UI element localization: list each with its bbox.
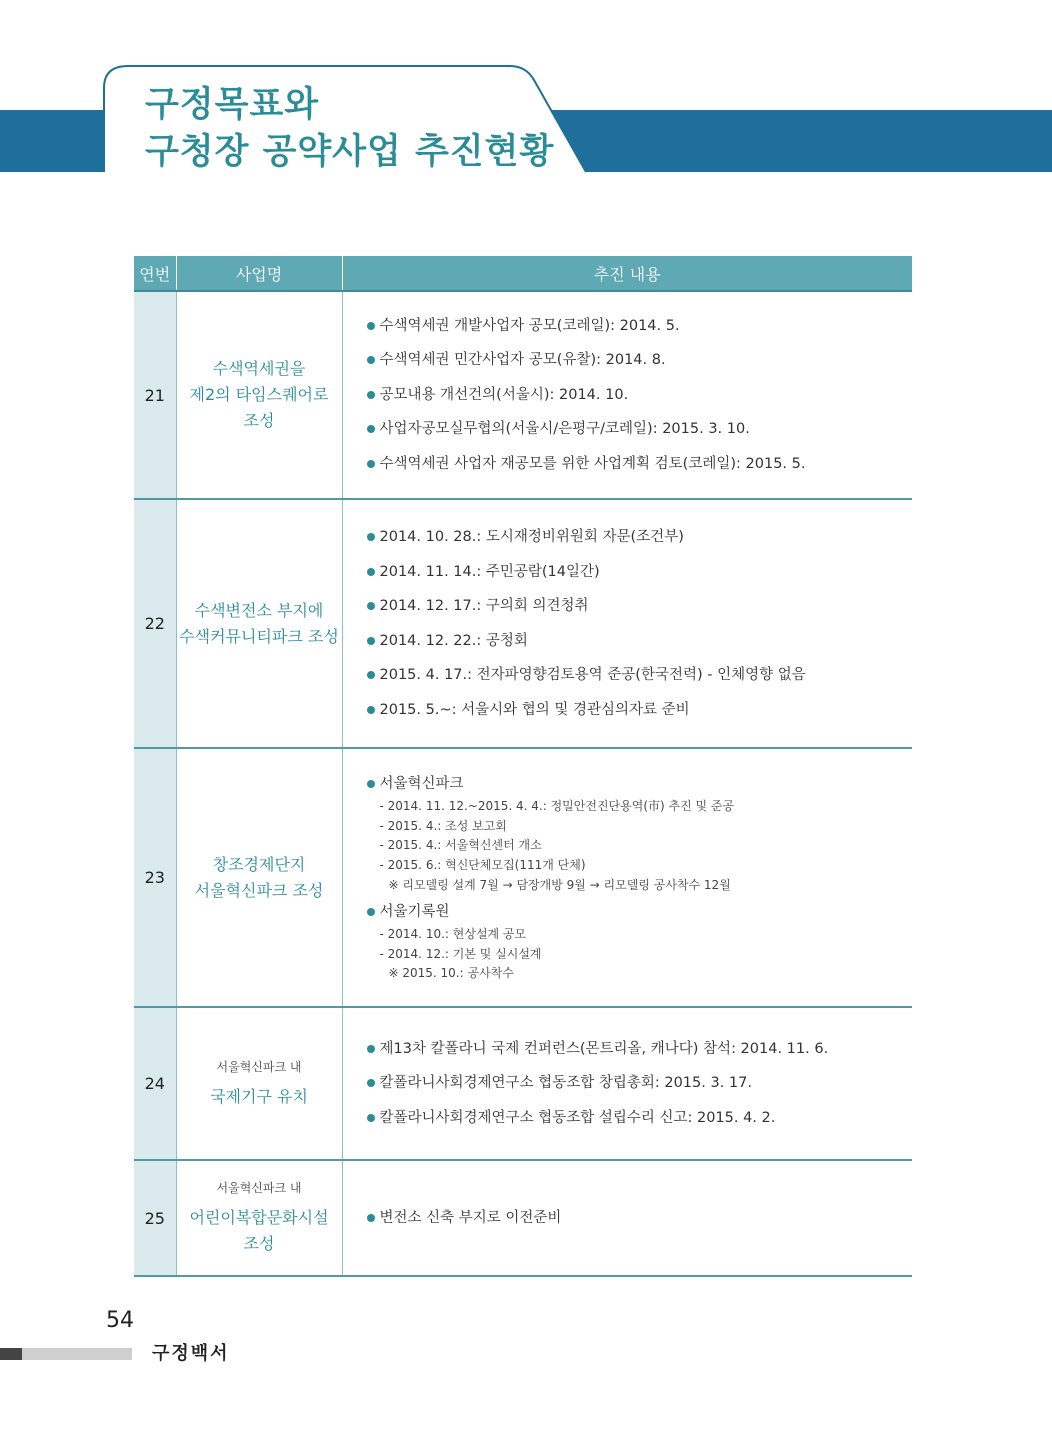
row-number: 25 xyxy=(134,1160,176,1276)
row-number: 21 xyxy=(134,291,176,499)
section-title: 서울기록원 xyxy=(365,899,913,925)
progress-details xyxy=(342,291,912,499)
row-number: 22 xyxy=(134,499,176,748)
project-name-line: 수색커뮤니티파크 조성 xyxy=(179,626,339,646)
progress-item: 2015. 5.~: 서울시와 협의 및 경관심의자료 준비 xyxy=(365,693,913,728)
section-sub-item: - 2015. 4.: 조성 보고회 xyxy=(379,818,507,833)
progress-details xyxy=(342,748,912,1007)
progress-details xyxy=(342,499,912,748)
section-sub-item: - 2015. 6.: 혁신단체모집(111개 단체) xyxy=(379,857,586,872)
project-name-line: 제2의 타임스퀘어로 xyxy=(189,385,329,404)
column-header-progress: 추진 내용 xyxy=(342,256,912,291)
progress-item: 변전소 신축 부지로 이전준비 xyxy=(365,1201,913,1236)
project-name-line: 수색역세권을 xyxy=(212,359,306,378)
progress-item: 2015. 4. 17.: 전자파영향검토용역 준공(한국전력) - 인체영향 없음 xyxy=(365,658,913,693)
section-sub-item: - 2015. 4.: 서울혁신센터 개소 xyxy=(379,838,542,853)
project-name xyxy=(176,1160,342,1276)
section-sub-item: - 2014. 11. 12.~2015. 4. 4.: 정밀안전진단용역(市) 추진 및 준공 xyxy=(379,799,735,814)
project-name xyxy=(176,291,342,499)
progress-details xyxy=(342,1160,912,1276)
footer-label: 구정백서 xyxy=(152,1343,230,1364)
project-status-table xyxy=(134,256,912,1277)
column-header-project-name: 사업명 xyxy=(176,256,342,291)
page-title-line-1: 구정목표와 xyxy=(145,85,320,125)
section-innovation-park xyxy=(365,771,913,895)
project-name-prefix: 서울혁신파크 내 xyxy=(216,1059,302,1074)
progress-item: 2014. 12. 22.: 공청회 xyxy=(365,624,913,659)
row-number: 23 xyxy=(134,748,176,1007)
project-name-line: 조성 xyxy=(243,1234,275,1253)
project-name-line: 서울혁신파크 조성 xyxy=(194,880,324,900)
section-note: ※ 2015. 10.: 공사착수 xyxy=(388,966,514,981)
footer-bar-light xyxy=(22,1348,132,1360)
project-name xyxy=(176,748,342,1007)
progress-item: 수색역세권 개발사업자 공모(코레일): 2014. 5. xyxy=(365,309,913,344)
row-number: 24 xyxy=(134,1007,176,1160)
project-name-line: 조성 xyxy=(243,411,275,430)
project-name xyxy=(176,1007,342,1160)
section-sub-item: - 2014. 10.: 현상설계 공모 xyxy=(379,927,527,942)
footer-bar-dark xyxy=(0,1348,22,1360)
project-name xyxy=(176,499,342,748)
progress-item: 2014. 10. 28.: 도시재정비위원회 자문(조건부) xyxy=(365,520,913,555)
column-header-number: 연번 xyxy=(134,256,176,291)
progress-details xyxy=(342,1007,912,1160)
project-name-prefix: 서울혁신파크 내 xyxy=(216,1181,302,1195)
section-note: ※ 리모델링 설계 7월 → 담장개방 9월 → 리모델링 공사착수 12월 xyxy=(388,877,731,892)
project-name-line: 수색변전소 부지에 xyxy=(194,600,324,620)
project-name-line: 어린이복합문화시설 xyxy=(189,1208,329,1227)
page-title xyxy=(145,82,554,176)
table-row xyxy=(134,748,912,1007)
table-row xyxy=(134,499,912,748)
progress-item: 공모내용 개선건의(서울시): 2014. 10. xyxy=(365,378,913,413)
progress-item: 2014. 12. 17.: 구의회 의견청취 xyxy=(365,589,913,624)
section-sub-item: - 2014. 12.: 기본 및 실시설계 xyxy=(379,946,542,961)
table-row xyxy=(134,1007,912,1160)
table-row xyxy=(134,1160,912,1276)
progress-item: 칼폴라니사회경제연구소 협동조합 창립총회: 2015. 3. 17. xyxy=(365,1066,913,1101)
project-name-line: 국제기구 유치 xyxy=(210,1086,308,1106)
page-title-line-2: 구청장 공약사업 추진현황 xyxy=(145,132,555,172)
progress-item: 사업자공모실무협의(서울시/은평구/코레일): 2015. 3. 10. xyxy=(365,412,913,447)
project-name-line: 창조경제단지 xyxy=(212,854,306,874)
progress-item: 수색역세권 사업자 재공모를 위한 사업계획 검토(코레일): 2015. 5. xyxy=(365,447,913,482)
table-header-row xyxy=(134,256,912,291)
progress-item: 수색역세권 민간사업자 공모(유찰): 2014. 8. xyxy=(365,343,913,378)
progress-item: 2014. 11. 14.: 주민공람(14일간) xyxy=(365,555,913,590)
section-title: 서울혁신파크 xyxy=(365,771,913,797)
page-number: 54 xyxy=(106,1308,134,1333)
section-archives xyxy=(365,899,913,984)
progress-item: 칼폴라니사회경제연구소 협동조합 설립수리 신고: 2015. 4. 2. xyxy=(365,1101,913,1136)
progress-item: 제13차 칼폴라니 국제 컨퍼런스(몬트리올, 캐나다) 참석: 2014. 11. 6. xyxy=(365,1032,913,1067)
table-row xyxy=(134,291,912,499)
